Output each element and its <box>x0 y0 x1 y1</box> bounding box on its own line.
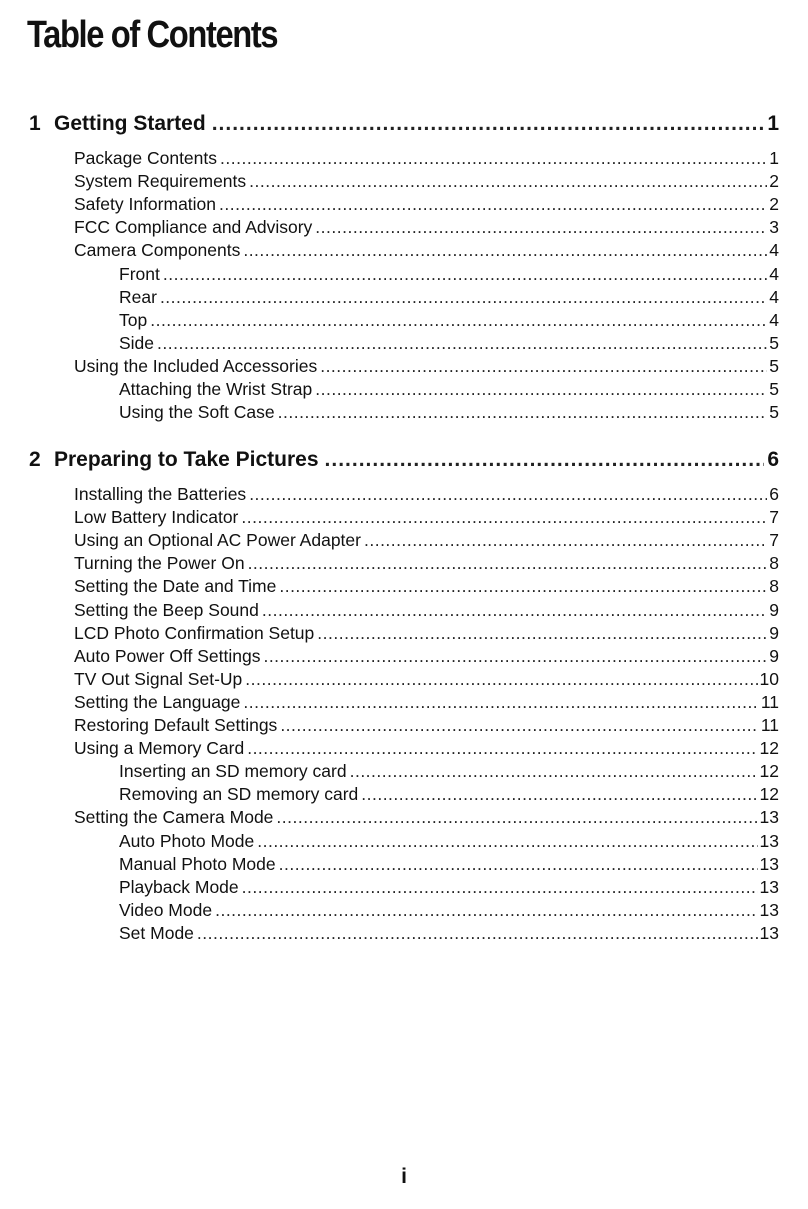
page-title: Table of Contents <box>27 14 278 56</box>
entry-page-number: 13 <box>759 899 779 920</box>
dot-leader <box>364 530 767 551</box>
entry-title: Installing the Batteries <box>74 484 247 504</box>
entry-page-number: 9 <box>769 599 779 620</box>
toc-subentry[interactable] <box>119 310 779 333</box>
entry-title: Using the Included Accessories <box>74 355 318 376</box>
entry-page-number: 4 <box>769 309 779 330</box>
toc-entry[interactable] <box>74 600 779 623</box>
toc-entry[interactable] <box>74 669 779 692</box>
entry-title: Video Mode <box>119 899 213 920</box>
toc-entry[interactable] <box>74 240 779 263</box>
entry-title: Camera Components <box>74 240 241 261</box>
chapter-title: Getting Started <box>54 112 206 135</box>
entry-title: Side <box>119 332 155 353</box>
toc-subentry[interactable] <box>119 784 779 807</box>
entry-title: Package Contents <box>74 148 218 168</box>
dot-leader <box>320 356 767 377</box>
dot-leader <box>243 240 767 261</box>
entry-title: Top <box>119 309 148 330</box>
dot-leader <box>315 217 767 238</box>
toc-entry[interactable] <box>74 623 779 646</box>
toc-entry[interactable] <box>74 194 779 217</box>
entry-page-number: 6 <box>769 484 779 504</box>
dot-leader <box>325 448 765 472</box>
toc-entry[interactable] <box>74 217 779 240</box>
entry-page-number: 12 <box>759 784 779 805</box>
entry-page-number: 13 <box>759 922 779 943</box>
entry-page-number: 7 <box>769 507 779 528</box>
entry-title: Restoring Default Settings <box>74 715 278 735</box>
dot-leader <box>315 379 767 400</box>
dot-leader <box>249 171 767 192</box>
entry-page-number: 2 <box>769 171 779 192</box>
chapter-page-number: 1 <box>767 112 779 135</box>
toc-subentry[interactable] <box>119 333 779 356</box>
dot-leader <box>150 310 767 331</box>
entry-page-number: 11 <box>760 715 779 735</box>
entry-page-number: 13 <box>759 830 779 851</box>
entry-title: Using a Memory Card <box>74 738 245 759</box>
entry-title: Rear <box>119 286 157 307</box>
entry-page-number: 5 <box>769 332 779 353</box>
toc-entry[interactable] <box>74 507 779 530</box>
entry-title: Manual Photo Mode <box>119 853 276 874</box>
dot-leader <box>247 738 757 759</box>
dot-leader <box>215 900 757 921</box>
entry-title: Front <box>119 263 160 284</box>
toc-entry[interactable] <box>74 356 779 379</box>
toc-subentry[interactable] <box>119 264 779 287</box>
entry-page-number: 13 <box>759 807 779 828</box>
entry-title: Playback Mode <box>119 876 239 897</box>
entry-title: Setting the Beep Sound <box>74 599 259 620</box>
dot-leader <box>241 507 767 528</box>
entry-page-number: 5 <box>769 379 779 399</box>
dot-leader <box>219 194 767 215</box>
dot-leader <box>276 807 757 828</box>
toc-subentry[interactable] <box>119 854 779 877</box>
entry-page-number: 10 <box>759 668 779 689</box>
entry-page-number: 5 <box>769 402 779 423</box>
dot-leader <box>212 112 765 136</box>
toc-entry[interactable] <box>74 738 779 761</box>
entry-page-number: 12 <box>759 761 779 782</box>
entry-title: System Requirements <box>74 171 247 192</box>
entry-title: Using an Optional AC Power Adapter <box>74 530 361 551</box>
entry-page-number: 3 <box>769 217 779 238</box>
toc-subentry[interactable] <box>119 923 779 946</box>
entry-page-number: 8 <box>769 553 779 574</box>
entry-page-number: 9 <box>769 622 779 643</box>
entry-title: Setting the Camera Mode <box>74 807 274 828</box>
toc-subentry[interactable] <box>119 402 779 425</box>
entry-title: Safety Information <box>74 194 217 215</box>
dot-leader <box>220 148 767 169</box>
dot-leader <box>163 264 767 285</box>
entry-title: Low Battery Indicator <box>74 507 239 528</box>
chapter-title: Preparing to Take Pictures <box>54 448 319 471</box>
entry-page-number: 12 <box>759 738 779 759</box>
toc-subentry[interactable] <box>119 877 779 900</box>
entry-title: Setting the Date and Time <box>74 576 277 597</box>
entry-title: TV Out Signal Set-Up <box>74 668 243 689</box>
entry-title: Attaching the Wrist Strap <box>119 379 313 399</box>
dot-leader <box>197 923 758 944</box>
chapter-number: 2 <box>29 448 41 471</box>
toc-subentry[interactable] <box>119 379 779 402</box>
entry-title: FCC Compliance and Advisory <box>74 217 313 238</box>
toc-entry[interactable] <box>74 576 779 599</box>
dot-leader <box>279 854 758 875</box>
entry-title: Using the Soft Case <box>119 402 275 423</box>
entry-page-number: 4 <box>769 240 779 261</box>
toc-entry[interactable] <box>74 484 779 507</box>
dot-leader <box>317 623 767 644</box>
entry-title: Setting the Language <box>74 691 241 712</box>
entry-page-number: 5 <box>769 355 779 376</box>
dot-leader <box>262 600 767 621</box>
entry-page-number: 11 <box>760 691 779 712</box>
toc-subentry[interactable] <box>119 761 779 784</box>
dot-leader <box>245 669 757 690</box>
entry-title: LCD Photo Confirmation Setup <box>74 622 315 643</box>
dot-leader <box>160 287 767 308</box>
toc-subentry[interactable] <box>119 831 779 854</box>
chapter-number: 1 <box>29 112 41 135</box>
footer-page-number: i <box>401 1165 407 1188</box>
dot-leader <box>279 576 767 597</box>
entry-title: Auto Photo Mode <box>119 830 255 851</box>
dot-leader <box>243 692 758 713</box>
dot-leader <box>249 484 767 505</box>
toc-entry[interactable] <box>74 807 779 830</box>
toc-entry[interactable] <box>74 148 779 171</box>
chapter-page-number: 6 <box>767 448 779 471</box>
dot-leader <box>242 877 758 898</box>
entry-page-number: 13 <box>759 853 779 874</box>
entry-page-number: 7 <box>769 530 779 551</box>
toc-subentry[interactable] <box>119 287 779 310</box>
entry-title: Set Mode <box>119 922 194 943</box>
entry-title: Auto Power Off Settings <box>74 645 261 666</box>
dot-leader <box>248 553 768 574</box>
toc-entry[interactable] <box>74 692 779 715</box>
toc-subentry[interactable] <box>119 900 779 923</box>
entry-page-number: 4 <box>769 263 779 284</box>
entry-page-number: 2 <box>769 194 779 215</box>
entry-title: Inserting an SD memory card <box>119 761 347 782</box>
dot-leader <box>257 831 757 852</box>
dot-leader <box>361 784 757 805</box>
entry-page-number: 9 <box>769 645 779 666</box>
entry-page-number: 8 <box>769 576 779 597</box>
dot-leader <box>263 646 767 667</box>
dot-leader <box>278 402 768 423</box>
toc-entry[interactable] <box>74 715 779 738</box>
chapter-heading[interactable] <box>29 448 779 478</box>
toc-entry[interactable] <box>74 646 779 669</box>
entry-title: Turning the Power On <box>74 553 245 574</box>
chapter-heading[interactable] <box>29 112 779 142</box>
entry-page-number: 4 <box>769 286 779 307</box>
entry-title: Removing an SD memory card <box>119 784 359 805</box>
toc-entry[interactable] <box>74 553 779 576</box>
dot-leader <box>280 715 759 736</box>
toc-entry[interactable] <box>74 171 779 194</box>
entry-page-number: 13 <box>759 876 779 897</box>
entry-page-number: 1 <box>769 148 779 168</box>
toc-entry[interactable] <box>74 530 779 553</box>
dot-leader <box>157 333 767 354</box>
dot-leader <box>350 761 758 782</box>
